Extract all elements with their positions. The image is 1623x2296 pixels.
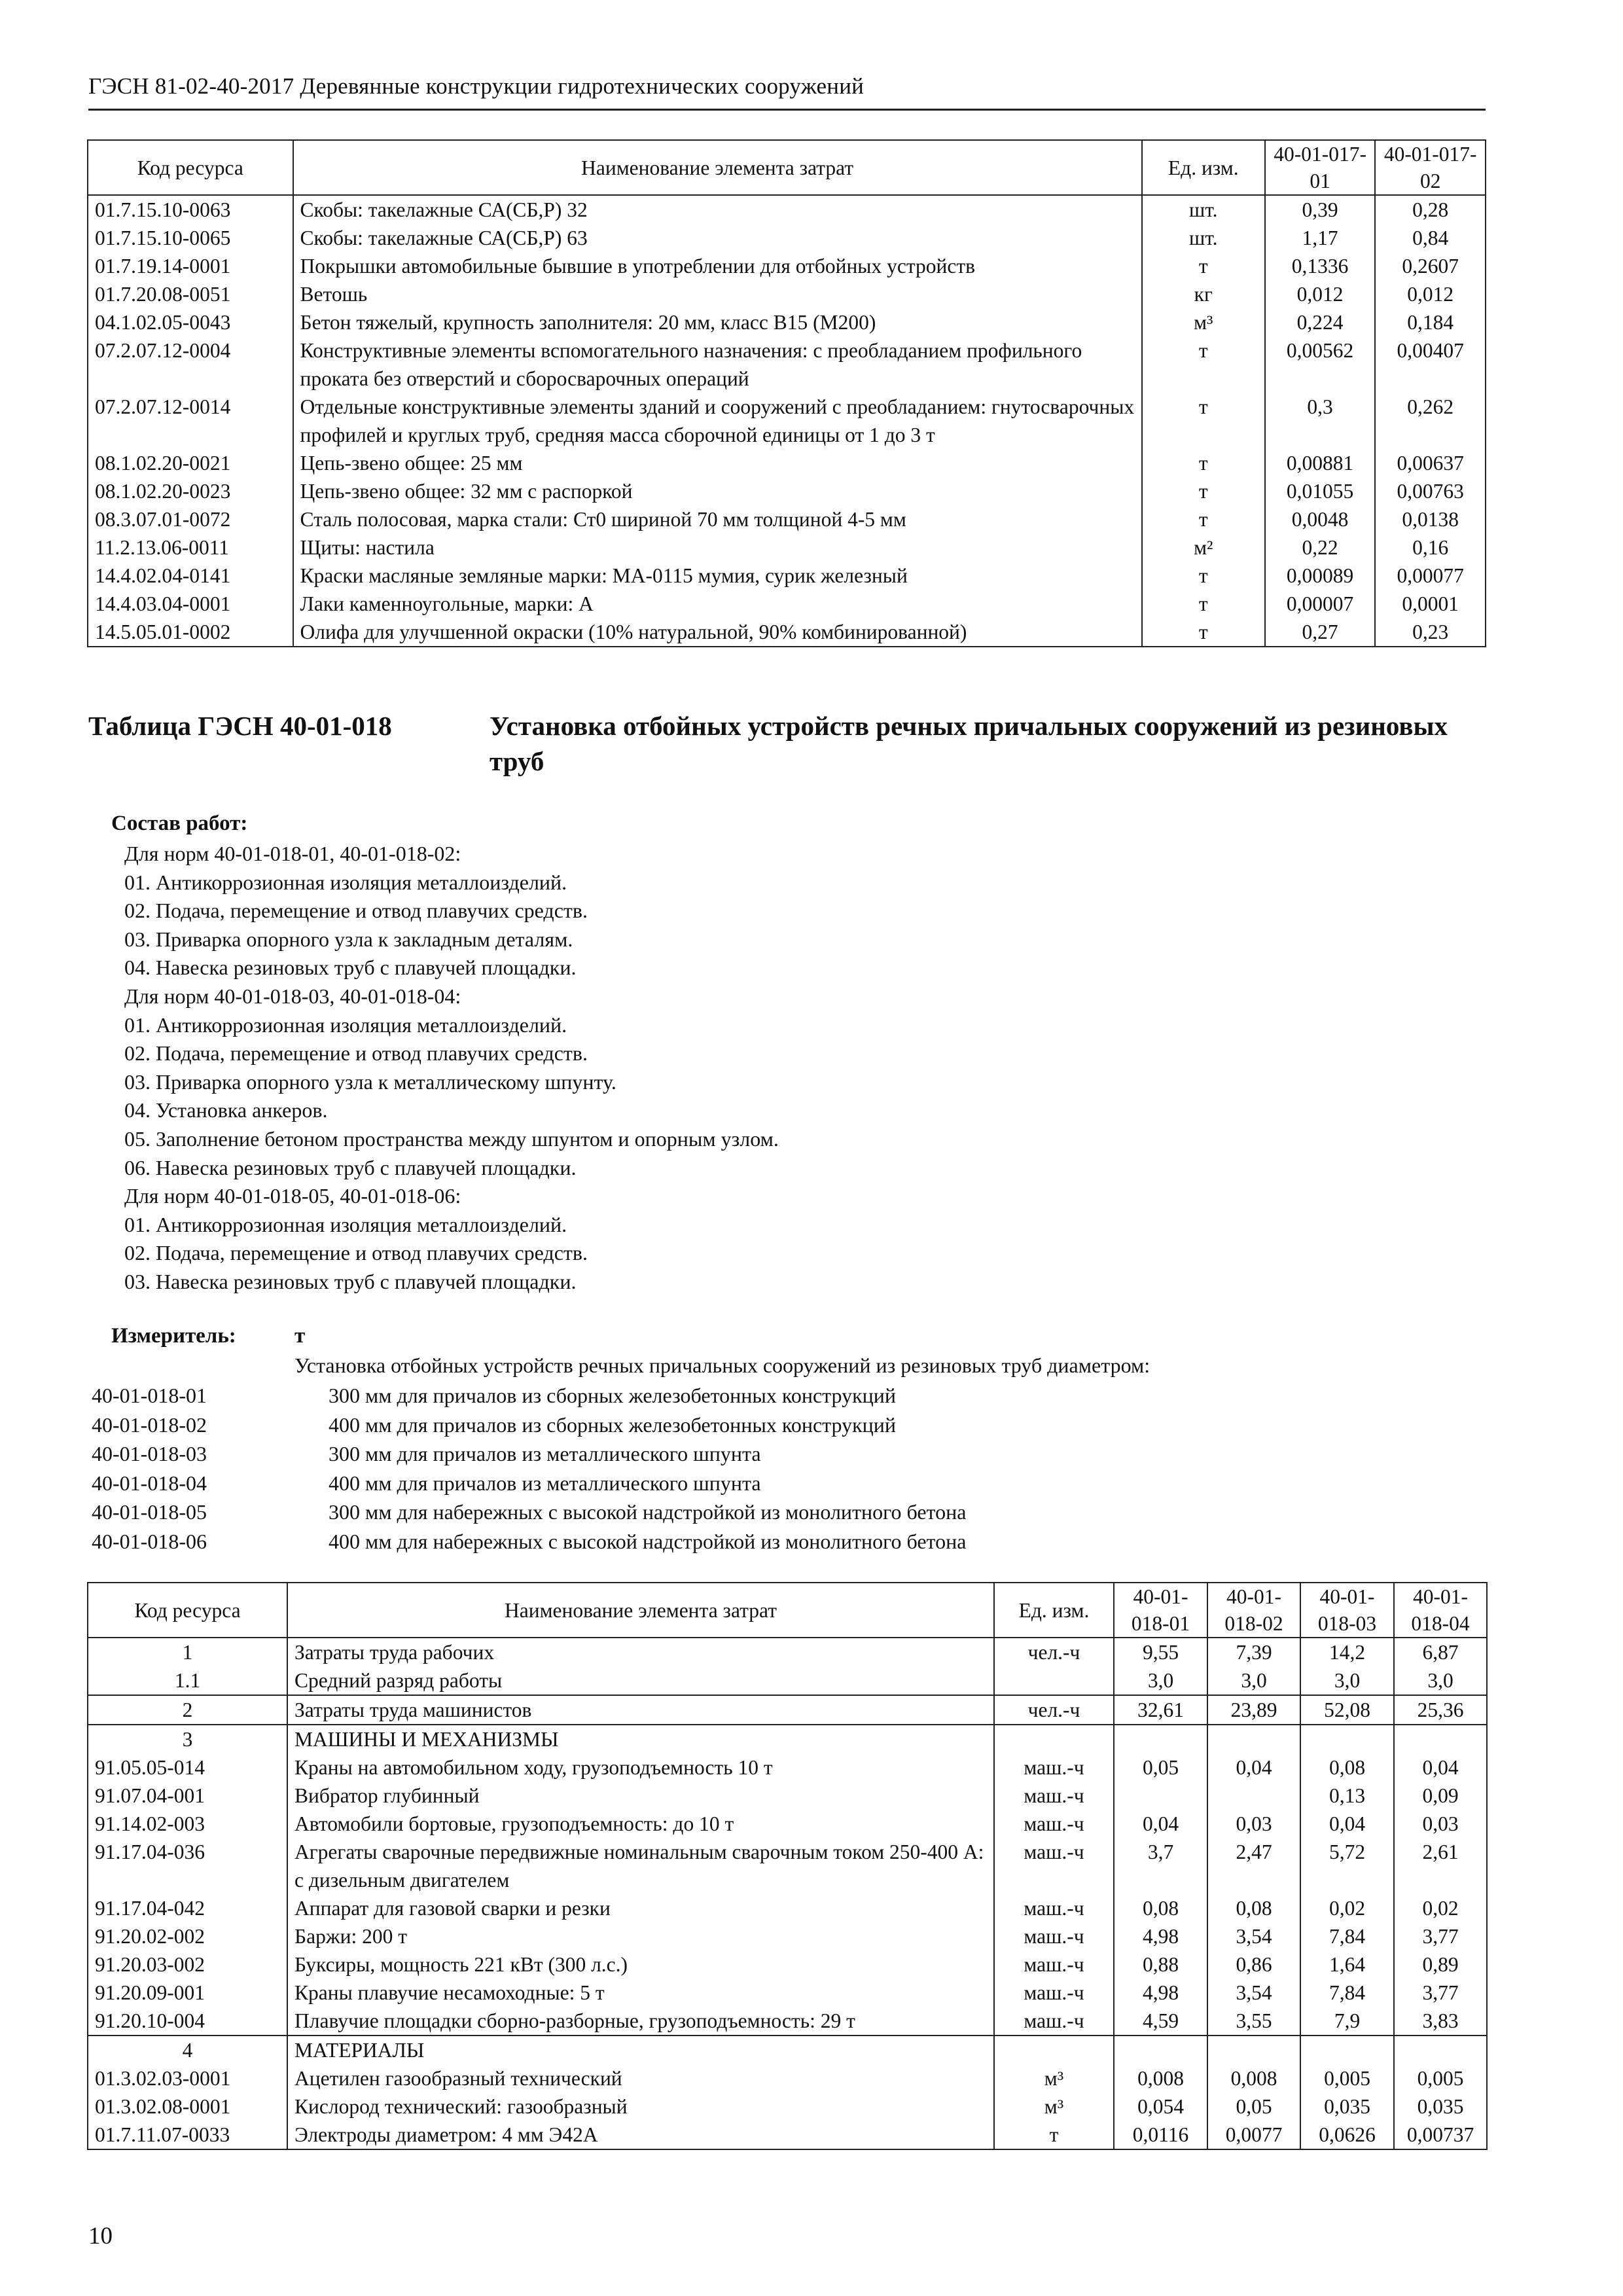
norm-value-1: 4,98 [1114, 1979, 1207, 2007]
works-item: 04. Установка анкеров. [124, 1098, 328, 1122]
resource-name: Олифа для улучшенной окраски (10% натуральной, 90% комбинированной) [293, 618, 1142, 647]
table-row [88, 252, 1486, 280]
table-row [88, 2121, 1487, 2149]
col-header-unit: Ед. изм. [994, 1583, 1114, 1638]
norm-value-4: 6,87 [1394, 1638, 1487, 1666]
norm-value-3 [1300, 1725, 1394, 1753]
table-row [88, 2092, 1487, 2121]
norm-value-4 [1394, 1725, 1487, 1753]
resource-name: Конструктивные элементы вспомогательного назначения: с преобладанием профильного проката без отверстий и сборосварочных операций [293, 336, 1142, 393]
unit: маш.-ч [994, 2007, 1114, 2036]
norm-value-1: 0,00007 [1265, 590, 1376, 618]
resource-name: Ацетилен газообразный технический [287, 2064, 994, 2092]
resource-code: 01.7.20.08-0051 [88, 280, 293, 308]
norm-value-1 [1114, 1725, 1207, 1753]
resource-code: 07.2.07.12-0014 [88, 393, 293, 449]
unit: маш.-ч [994, 1979, 1114, 2007]
norm-value-2: 0,00077 [1375, 562, 1486, 590]
col-header-code: Код ресурса [88, 1583, 287, 1638]
norm-value-4: 0,03 [1394, 1810, 1487, 1838]
works-item: 03. Приварка опорного узла к металлическому шпунту. [124, 1069, 616, 1094]
norm-value-1: 0,012 [1265, 280, 1376, 308]
norm-value-3: 3,0 [1300, 1666, 1394, 1695]
norm-value-2: 0,16 [1375, 533, 1486, 562]
resource-name: Автомобили бортовые, грузоподъемность: до 10 т [287, 1810, 994, 1838]
norm-value-3: 0,04 [1300, 1810, 1394, 1838]
table-row [88, 1838, 1487, 1894]
resource-name: Вибратор глубинный [287, 1782, 994, 1810]
resource-code: 01.7.15.10-0063 [88, 195, 293, 224]
resource-name: Агрегаты сварочные передвижные номинальным сварочным током 250-400 А: с дизельным двигателем [287, 1838, 994, 1894]
norm-value-4: 3,77 [1394, 1979, 1487, 2007]
resource-code: 01.7.19.14-0001 [88, 252, 293, 280]
resource-code: 4 [88, 2036, 287, 2064]
norm-value-3: 7,84 [1300, 1922, 1394, 1950]
norm-value-2: 23,89 [1207, 1695, 1300, 1725]
unit: кг [1142, 280, 1265, 308]
resource-code: 91.20.02-002 [88, 1922, 287, 1950]
norm-value-1: 4,59 [1114, 2007, 1207, 2036]
unit: маш.-ч [994, 1950, 1114, 1979]
norm-value-3: 14,2 [1300, 1638, 1394, 1666]
col-header-norm-2: 40-01-017-02 [1375, 140, 1486, 195]
norm-value-1: 0,01055 [1265, 477, 1376, 505]
meter-label: Измеритель: [111, 1324, 236, 1348]
resource-name: Плавучие площадки сборно-разборные, грузоподъемность: 29 т [287, 2007, 994, 2036]
norm-value-3: 5,72 [1300, 1838, 1394, 1894]
table-row [88, 505, 1486, 533]
norm-value-2: 3,0 [1207, 1666, 1300, 1695]
works-item: Для норм 40-01-018-01, 40-01-018-02: [124, 842, 461, 865]
works-title: Состав работ: [111, 812, 248, 835]
resource-name: Отдельные конструктивные элементы зданий и сооружений с преобладанием: гнутосварочных профилей и круглых труб, средняя масса сборочной единицы от 1 до 3 т [293, 393, 1142, 449]
norm-code: 40-01-018-03 [92, 1442, 207, 1465]
resource-table-017 [87, 139, 1486, 647]
unit: м³ [994, 2092, 1114, 2121]
table-row [88, 477, 1486, 505]
norm-value-3: 0,02 [1300, 1894, 1394, 1922]
resource-code: 01.3.02.08-0001 [88, 2092, 287, 2121]
norm-value-2: 7,39 [1207, 1638, 1300, 1666]
norm-value-2: 2,47 [1207, 1838, 1300, 1894]
col-header-code: Код ресурса [88, 140, 293, 195]
col-header-norm-4: 40-01-018-04 [1394, 1583, 1487, 1638]
resource-code: 01.7.11.07-0033 [88, 2121, 287, 2149]
table-row [88, 618, 1486, 647]
resource-name: Ветошь [293, 280, 1142, 308]
table-row [88, 308, 1486, 336]
norm-value-2: 0,84 [1375, 224, 1486, 252]
table-row [88, 336, 1486, 393]
resource-code: 14.4.03.04-0001 [88, 590, 293, 618]
norm-value-1: 0,1336 [1265, 252, 1376, 280]
norm-value-3: 1,64 [1300, 1950, 1394, 1979]
works-item: 05. Заполнение бетоном пространства между шпунтом и опорным узлом. [124, 1126, 779, 1151]
resource-name: Аппарат для газовой сварки и резки [287, 1894, 994, 1922]
resource-name: Краны плавучие несамоходные: 5 т [287, 1979, 994, 2007]
resource-code: 14.5.05.01-0002 [88, 618, 293, 647]
unit: т [994, 2121, 1114, 2149]
table-row [88, 1638, 1487, 1666]
table-row [88, 195, 1486, 224]
norm-value-1: 0,0116 [1114, 2121, 1207, 2149]
norm-value-1: 3,7 [1114, 1838, 1207, 1894]
norm-code: 40-01-018-04 [92, 1471, 207, 1495]
resource-code: 01.3.02.03-0001 [88, 2064, 287, 2092]
norm-value-1: 0,008 [1114, 2064, 1207, 2092]
norm-value-3: 7,84 [1300, 1979, 1394, 2007]
table-row [88, 1666, 1487, 1695]
unit: м³ [994, 2064, 1114, 2092]
resource-code: 07.2.07.12-0004 [88, 336, 293, 393]
norm-value-2: 0,04 [1207, 1753, 1300, 1782]
resource-name: Скобы: такелажные СА(СБ,Р) 32 [293, 195, 1142, 224]
resource-name: Покрышки автомобильные бывшие в употреблении для отбойных устройств [293, 252, 1142, 280]
table-row [88, 1810, 1487, 1838]
norm-value-3: 0,13 [1300, 1782, 1394, 1810]
resource-code: 04.1.02.05-0043 [88, 308, 293, 336]
norm-value-1: 0,88 [1114, 1950, 1207, 1979]
resource-table-018 [87, 1582, 1488, 2150]
unit: шт. [1142, 224, 1265, 252]
norm-description: 300 мм для причалов из металлического шпунта [329, 1442, 761, 1465]
norm-description: 300 мм для причалов из сборных железобетонных конструкций [329, 1384, 897, 1407]
resource-code: 08.1.02.20-0023 [88, 477, 293, 505]
works-item: 04. Навеска резиновых труб с плавучей площадки. [124, 956, 577, 980]
col-header-name: Наименование элемента затрат [287, 1583, 994, 1638]
unit: маш.-ч [994, 1753, 1114, 1782]
resource-name: Скобы: такелажные СА(СБ,Р) 63 [293, 224, 1142, 252]
unit: м³ [1142, 308, 1265, 336]
norm-value-1: 0,00881 [1265, 449, 1376, 477]
table-header-row [88, 140, 1486, 195]
resource-code: 1.1 [88, 1666, 287, 1695]
resource-code: 91.20.09-001 [88, 1979, 287, 2007]
table-body [88, 195, 1486, 647]
unit: т [1142, 393, 1265, 449]
norm-value-1: 0,05 [1114, 1753, 1207, 1782]
table-row [88, 280, 1486, 308]
works-item: 01. Антикоррозионная изоляция металлоизделий. [124, 1013, 567, 1037]
norm-value-2: 0,00407 [1375, 336, 1486, 393]
norm-value-3: 0,0626 [1300, 2121, 1394, 2149]
norm-value-2 [1207, 1782, 1300, 1810]
works-item: 01. Антикоррозионная изоляция металлоизделий. [124, 1212, 567, 1236]
table-row [88, 393, 1486, 449]
works-item: Для норм 40-01-018-05, 40-01-018-06: [124, 1184, 461, 1208]
norm-value-1: 3,0 [1114, 1666, 1207, 1695]
norm-value-2: 0,0138 [1375, 505, 1486, 533]
norm-value-4: 3,77 [1394, 1922, 1487, 1950]
col-header-name: Наименование элемента затрат [293, 140, 1142, 195]
works-item: 03. Навеска резиновых труб с плавучей площадки. [124, 1269, 577, 1293]
norm-code: 40-01-018-06 [92, 1529, 207, 1553]
resource-name: МАШИНЫ И МЕХАНИЗМЫ [287, 1725, 994, 1753]
resource-code: 3 [88, 1725, 287, 1753]
norm-description: 400 мм для причалов из металлического шпунта [329, 1471, 761, 1495]
resource-code: 91.17.04-036 [88, 1838, 287, 1894]
col-header-norm-1: 40-01-017-01 [1265, 140, 1376, 195]
table-title: Установка отбойных устройств речных причальных сооружений из резиновых труб [490, 711, 1448, 776]
norm-value-2 [1207, 2036, 1300, 2064]
norm-value-2: 0,03 [1207, 1810, 1300, 1838]
norm-value-1: 0,27 [1265, 618, 1376, 647]
norm-value-1: 0,00089 [1265, 562, 1376, 590]
unit: т [1142, 477, 1265, 505]
resource-name: Баржи: 200 т [287, 1922, 994, 1950]
norm-value-4: 0,035 [1394, 2092, 1487, 2121]
table-row [88, 1695, 1487, 1725]
table-body [88, 1638, 1487, 2149]
norm-value-4: 0,02 [1394, 1894, 1487, 1922]
unit: маш.-ч [994, 1838, 1114, 1894]
resource-name: МАТЕРИАЛЫ [287, 2036, 994, 2064]
running-header: ГЭСН 81-02-40-2017 Деревянные конструкции гидротехнических сооружений [88, 73, 865, 99]
resource-code: 08.3.07.01-0072 [88, 505, 293, 533]
resource-name: Затраты труда рабочих [287, 1638, 994, 1666]
unit: т [1142, 505, 1265, 533]
table-header-row [88, 1583, 1487, 1638]
meter-unit: т [294, 1324, 306, 1348]
works-item: 03. Приварка опорного узла к закладным деталям. [124, 927, 573, 951]
table-row [88, 449, 1486, 477]
resource-name: Щиты: настила [293, 533, 1142, 562]
unit [994, 1666, 1114, 1695]
norm-value-2: 0,008 [1207, 2064, 1300, 2092]
unit: маш.-ч [994, 1922, 1114, 1950]
col-header-unit: Ед. изм. [1142, 140, 1265, 195]
table-row [88, 1753, 1487, 1782]
unit: т [1142, 336, 1265, 393]
norm-value-2: 0,012 [1375, 280, 1486, 308]
norm-value-1: 4,98 [1114, 1922, 1207, 1950]
norm-value-2: 0,86 [1207, 1950, 1300, 1979]
works-item: Для норм 40-01-018-03, 40-01-018-04: [124, 984, 461, 1008]
norm-value-3: 0,005 [1300, 2064, 1394, 2092]
unit: чел.-ч [994, 1638, 1114, 1666]
table-row [88, 1894, 1487, 1922]
norm-value-2: 3,54 [1207, 1922, 1300, 1950]
norm-code: 40-01-018-02 [92, 1412, 207, 1437]
resource-code: 2 [88, 1695, 287, 1725]
table-row [88, 1725, 1487, 1753]
norm-description: 400 мм для причалов из сборных железобетонных конструкций [329, 1412, 897, 1437]
resource-name: Кислород технический: газообразный [287, 2092, 994, 2121]
norm-value-1 [1114, 1782, 1207, 1810]
works-item: 01. Антикоррозионная изоляция металлоизделий. [124, 870, 567, 894]
norm-value-1: 0,054 [1114, 2092, 1207, 2121]
norm-value-1: 1,17 [1265, 224, 1376, 252]
table-number: Таблица ГЭСН 40-01-018 [88, 711, 392, 741]
works-list [124, 840, 779, 1297]
norm-description: 400 мм для набережных с высокой надстройкой из монолитного бетона [329, 1529, 967, 1553]
table-row [88, 2036, 1487, 2064]
norm-value-2: 3,54 [1207, 1979, 1300, 2007]
resource-name: Цепь-звено общее: 32 мм с распоркой [293, 477, 1142, 505]
header-rule [88, 109, 1486, 111]
unit: шт. [1142, 195, 1265, 224]
resource-code: 11.2.13.06-0011 [88, 533, 293, 562]
resource-code: 14.4.02.04-0141 [88, 562, 293, 590]
table-row [88, 533, 1486, 562]
norm-value-1: 32,61 [1114, 1695, 1207, 1725]
unit [994, 1725, 1114, 1753]
resource-code: 91.05.05-014 [88, 1753, 287, 1782]
norm-value-3 [1300, 2036, 1394, 2064]
unit: чел.-ч [994, 1695, 1114, 1725]
norm-value-1 [1114, 2036, 1207, 2064]
table-row [88, 1922, 1487, 1950]
resource-name: Сталь полосовая, марка стали: Ст0 шириной 70 мм толщиной 4-5 мм [293, 505, 1142, 533]
norm-value-2 [1207, 1725, 1300, 1753]
norm-value-4 [1394, 2036, 1487, 2064]
meter-description: Установка отбойных устройств речных причальных сооружений из резиновых труб диаметром: [294, 1354, 1150, 1377]
table-row [88, 1782, 1487, 1810]
unit: маш.-ч [994, 1894, 1114, 1922]
norm-value-2: 0,0077 [1207, 2121, 1300, 2149]
col-header-norm-1: 40-01-018-01 [1114, 1583, 1207, 1638]
resource-code: 91.20.10-004 [88, 2007, 287, 2036]
unit [994, 2036, 1114, 2064]
norm-value-4: 0,00737 [1394, 2121, 1487, 2149]
norm-value-2: 3,55 [1207, 2007, 1300, 2036]
resource-name: Лаки каменноугольные, марки: А [293, 590, 1142, 618]
norm-value-4: 25,36 [1394, 1695, 1487, 1725]
table-row [88, 224, 1486, 252]
works-item: 06. Навеска резиновых труб с плавучей площадки. [124, 1155, 577, 1179]
resource-name: Затраты труда машинистов [287, 1695, 994, 1725]
table-row [88, 590, 1486, 618]
norm-value-4: 0,09 [1394, 1782, 1487, 1810]
table-row [88, 562, 1486, 590]
resource-code: 91.14.02-003 [88, 1810, 287, 1838]
resource-name: Электроды диаметром: 4 мм Э42А [287, 2121, 994, 2149]
resource-name: Краски масляные земляные марки: МА-0115 мумия, сурик железный [293, 562, 1142, 590]
norm-value-1: 0,00562 [1265, 336, 1376, 393]
table-row [88, 2064, 1487, 2092]
table-row [88, 2007, 1487, 2036]
norm-value-2: 0,262 [1375, 393, 1486, 449]
norm-value-2: 0,184 [1375, 308, 1486, 336]
norm-value-2: 0,00637 [1375, 449, 1486, 477]
norm-value-3: 0,035 [1300, 2092, 1394, 2121]
unit: т [1142, 618, 1265, 647]
norm-value-3: 52,08 [1300, 1695, 1394, 1725]
page-number: 10 [88, 2223, 113, 2250]
resource-name: Краны на автомобильном ходу, грузоподъемность 10 т [287, 1753, 994, 1782]
resource-code: 01.7.15.10-0065 [88, 224, 293, 252]
norm-value-4: 3,0 [1394, 1666, 1487, 1695]
norm-value-1: 0,04 [1114, 1810, 1207, 1838]
norm-value-1: 0,22 [1265, 533, 1376, 562]
unit: т [1142, 449, 1265, 477]
norm-description: 300 мм для набережных с высокой надстройкой из монолитного бетона [329, 1500, 967, 1524]
norm-value-4: 3,83 [1394, 2007, 1487, 2036]
resource-code: 91.20.03-002 [88, 1950, 287, 1979]
norm-value-1: 9,55 [1114, 1638, 1207, 1666]
resource-name: Буксиры, мощность 221 кВт (300 л.с.) [287, 1950, 994, 1979]
norm-value-3: 7,9 [1300, 2007, 1394, 2036]
norm-value-4: 0,04 [1394, 1753, 1487, 1782]
unit: маш.-ч [994, 1810, 1114, 1838]
norm-value-1: 0,3 [1265, 393, 1376, 449]
resource-code: 91.07.04-001 [88, 1782, 287, 1810]
unit: т [1142, 562, 1265, 590]
norm-code: 40-01-018-01 [92, 1384, 207, 1407]
norm-value-4: 2,61 [1394, 1838, 1487, 1894]
resource-code: 1 [88, 1638, 287, 1666]
unit: т [1142, 252, 1265, 280]
norm-value-4: 0,005 [1394, 2064, 1487, 2092]
resource-name: Бетон тяжелый, крупность заполнителя: 20 мм, класс В15 (М200) [293, 308, 1142, 336]
col-header-norm-3: 40-01-018-03 [1300, 1583, 1394, 1638]
norm-value-2: 0,23 [1375, 618, 1486, 647]
unit: м² [1142, 533, 1265, 562]
unit: т [1142, 590, 1265, 618]
unit: маш.-ч [994, 1782, 1114, 1810]
norm-value-4: 0,89 [1394, 1950, 1487, 1979]
norm-value-2: 0,28 [1375, 195, 1486, 224]
table-row [88, 1979, 1487, 2007]
resource-code: 91.17.04-042 [88, 1894, 287, 1922]
norm-value-2: 0,00763 [1375, 477, 1486, 505]
works-item: 02. Подача, перемещение и отвод плавучих средств. [124, 1041, 588, 1066]
norm-value-3: 0,08 [1300, 1753, 1394, 1782]
resource-code: 08.1.02.20-0021 [88, 449, 293, 477]
norm-code: 40-01-018-05 [92, 1500, 207, 1524]
works-item: 02. Подача, перемещение и отвод плавучих средств. [124, 899, 588, 923]
col-header-norm-2: 40-01-018-02 [1207, 1583, 1300, 1638]
norm-value-1: 0,224 [1265, 308, 1376, 336]
norm-value-2: 0,08 [1207, 1894, 1300, 1922]
norm-value-1: 0,08 [1114, 1894, 1207, 1922]
table-row [88, 1950, 1487, 1979]
resource-name: Цепь-звено общее: 25 мм [293, 449, 1142, 477]
norm-value-1: 0,39 [1265, 195, 1376, 224]
norm-value-2: 0,0001 [1375, 590, 1486, 618]
norm-value-2: 0,05 [1207, 2092, 1300, 2121]
resource-name: Средний разряд работы [287, 1666, 994, 1695]
norm-value-1: 0,0048 [1265, 505, 1376, 533]
norm-value-2: 0,2607 [1375, 252, 1486, 280]
works-item: 02. Подача, перемещение и отвод плавучих средств. [124, 1241, 588, 1265]
